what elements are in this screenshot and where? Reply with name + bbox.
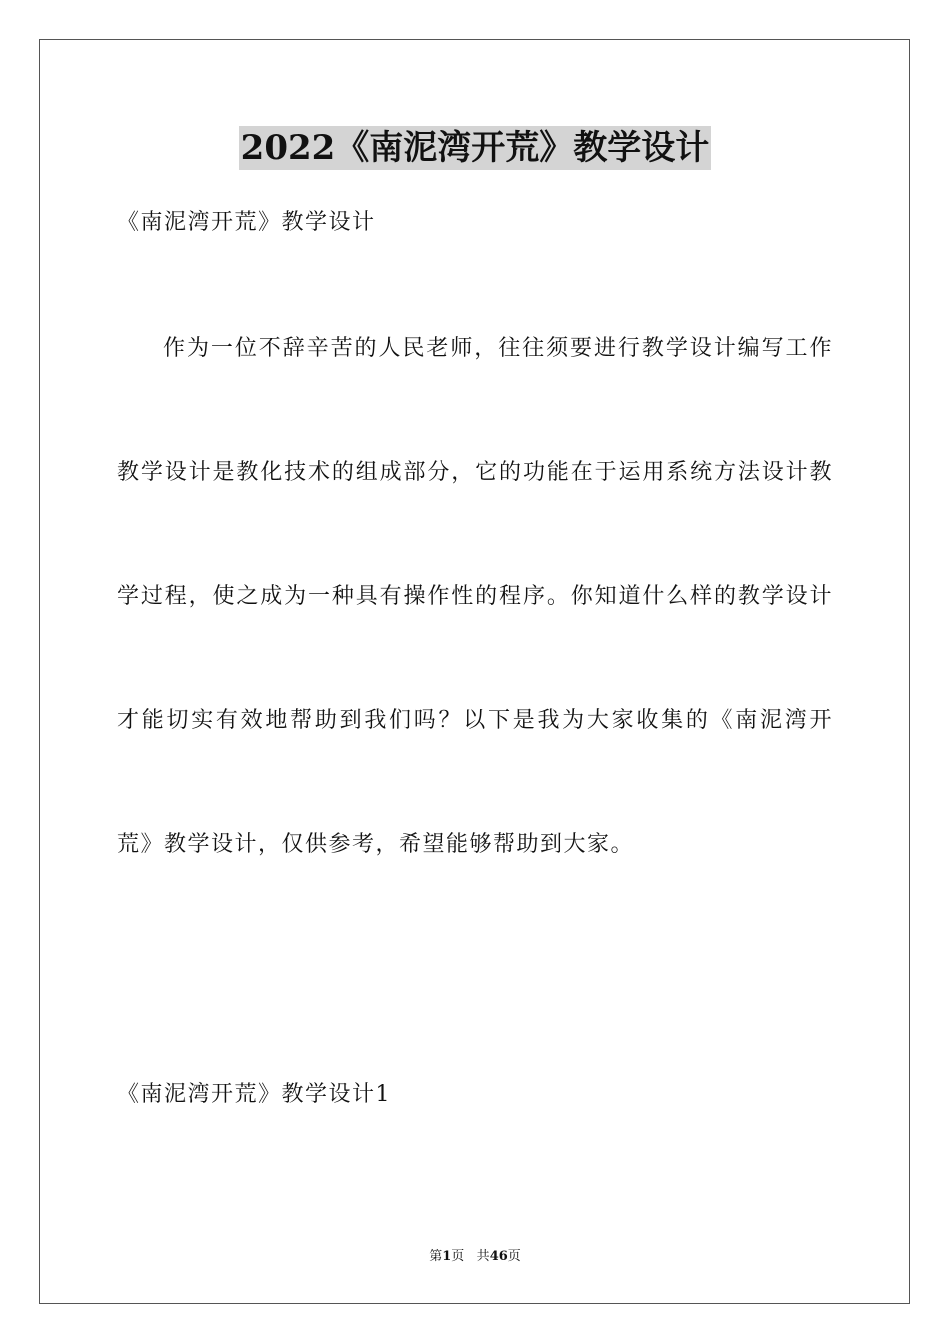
- title-container: [0, 126, 950, 170]
- paragraph-line-4: 才能切实有效地帮助到我们吗？以下是我为大家收集的《南泥湾开: [117, 708, 833, 733]
- section-heading: 《南泥湾开荒》教学设计1: [117, 1082, 391, 1107]
- footer-total-unit: 页: [507, 1249, 521, 1264]
- paragraph-line-2: 教学设计是教化技术的组成部分，它的功能在于运用系统方法设计教: [117, 460, 833, 485]
- footer-page-unit: 页: [451, 1249, 465, 1264]
- paragraph-line-1: 作为一位不辞辛苦的人民老师，往往须要进行教学设计编写工作: [163, 336, 833, 361]
- footer-page-prefix: 第: [429, 1249, 443, 1264]
- page-footer: [0, 1248, 950, 1266]
- paragraph-line-5: 荒》教学设计，仅供参考，希望能够帮助到大家。: [117, 832, 635, 857]
- document-subtitle: 《南泥湾开荒》教学设计: [117, 210, 376, 235]
- document-title: 2022《南泥湾开荒》教学设计: [240, 128, 710, 168]
- footer-page-number: 1: [442, 1249, 452, 1264]
- footer-total-pages: 46: [489, 1249, 508, 1264]
- footer-total-prefix: 共: [476, 1249, 490, 1264]
- paragraph-line-3: 学过程，使之成为一种具有操作性的程序。你知道什么样的教学设计: [117, 584, 833, 609]
